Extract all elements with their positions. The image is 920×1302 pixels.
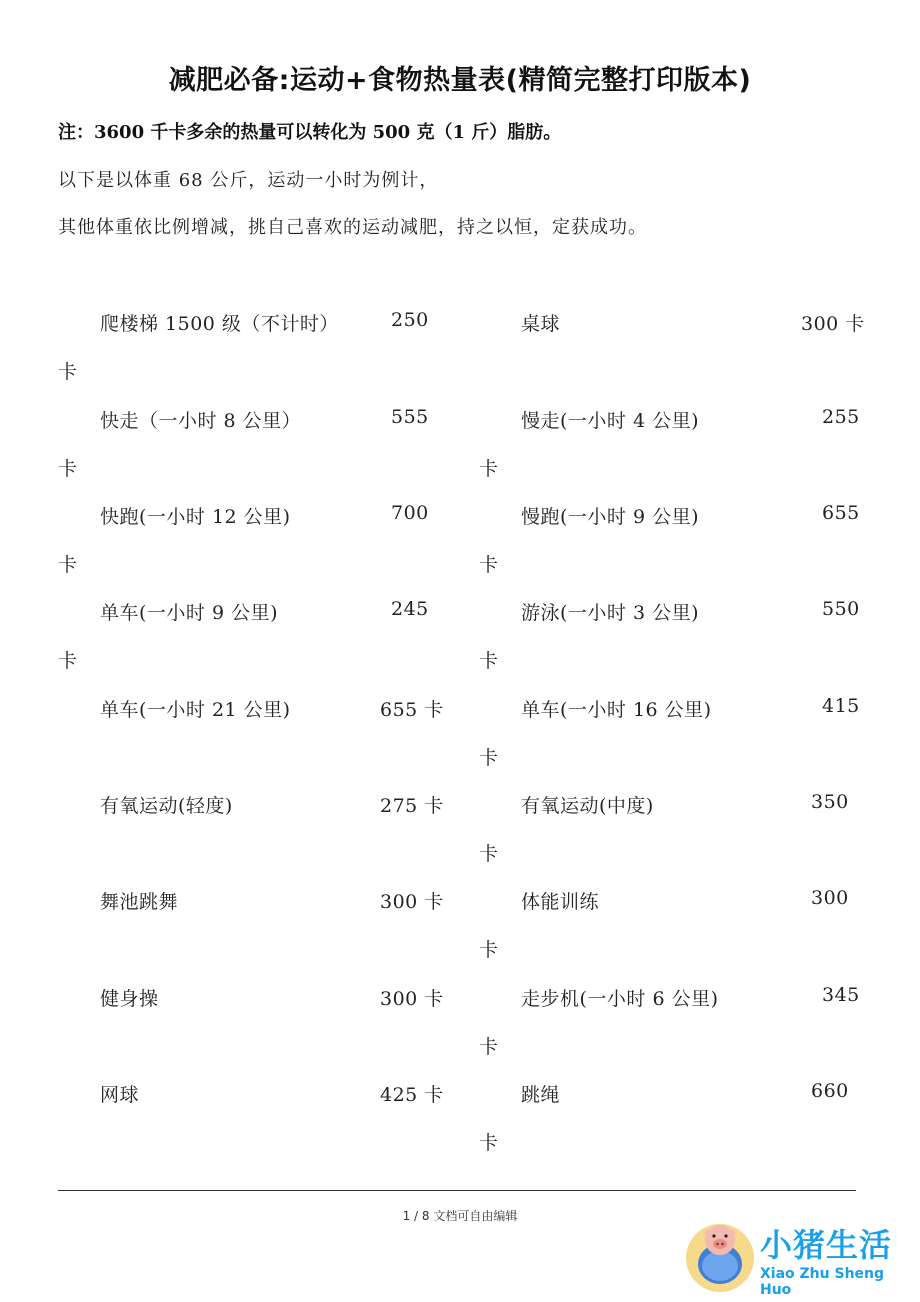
exercise-calories: 300 卡 <box>380 988 444 1010</box>
footer-divider <box>58 1190 856 1191</box>
unit-wrap: 卡 <box>479 747 499 769</box>
intro-line-1: 以下是以体重 68 公斤，运动一小时为例计， <box>58 170 439 191</box>
note: 注：3600 千卡多余的热量可以转化为 500 克（1 斤）脂肪。 <box>58 122 562 143</box>
exercise-name: 有氧运动(中度) <box>521 795 654 817</box>
exercise-calories: 425 卡 <box>380 1084 444 1106</box>
exercise-name: 单车(一小时 16 公里) <box>521 699 712 721</box>
unit-wrap: 卡 <box>479 1132 499 1154</box>
exercise-calories: 555 <box>391 406 429 428</box>
unit-wrap: 卡 <box>479 458 499 480</box>
exercise-name: 单车(一小时 21 公里) <box>100 699 291 721</box>
exercise-calories: 300 卡 <box>801 313 865 335</box>
page-title: 减肥必备:运动+食物热量表(精简完整打印版本) <box>168 65 752 96</box>
unit-wrap: 卡 <box>58 458 78 480</box>
exercise-calories: 700 <box>391 502 429 524</box>
exercise-calories: 655 <box>822 502 860 524</box>
exercise-calories: 275 卡 <box>380 795 444 817</box>
unit-wrap: 卡 <box>479 650 499 672</box>
exercise-name: 健身操 <box>100 988 159 1010</box>
exercise-name: 舞池跳舞 <box>100 891 179 913</box>
exercise-name: 桌球 <box>521 313 561 335</box>
exercise-name: 慢跑(一小时 9 公里) <box>521 506 699 528</box>
exercise-name: 爬楼梯 1500 级（不计时） <box>100 313 339 335</box>
unit-wrap: 卡 <box>58 361 78 383</box>
exercise-name: 体能训练 <box>521 891 600 913</box>
exercise-calories: 655 卡 <box>380 699 444 721</box>
exercise-calories: 415 <box>822 695 860 717</box>
exercise-name: 快走（一小时 8 公里） <box>100 410 302 432</box>
brand-name-cn: 小猪生活 <box>760 1226 893 1264</box>
unit-wrap: 卡 <box>479 1036 499 1058</box>
exercise-name: 走步机(一小时 6 公里) <box>521 988 719 1010</box>
exercise-calories: 255 <box>822 406 860 428</box>
exercise-calories: 300 <box>811 887 849 909</box>
exercise-name: 游泳(一小时 3 公里) <box>521 602 699 624</box>
exercise-name: 跳绳 <box>521 1084 561 1106</box>
intro-line-2: 其他体重依比例增减，挑自己喜欢的运动减肥，持之以恒，定获成功。 <box>58 217 647 238</box>
exercise-name: 网球 <box>100 1084 140 1106</box>
page-footer: 1 / 8 文档可自由编辑 <box>402 1209 518 1223</box>
exercise-calories: 350 <box>811 791 849 813</box>
unit-wrap: 卡 <box>58 554 78 576</box>
exercise-calories: 660 <box>811 1080 849 1102</box>
unit-wrap: 卡 <box>479 554 499 576</box>
exercise-name: 单车(一小时 9 公里) <box>100 602 278 624</box>
unit-wrap: 卡 <box>58 650 78 672</box>
exercise-calories: 345 <box>822 984 860 1006</box>
unit-wrap: 卡 <box>479 939 499 961</box>
brand-name-en: Xiao Zhu Sheng Huo <box>760 1266 885 1298</box>
exercise-calories: 250 <box>391 309 429 331</box>
exercise-name: 有氧运动(轻度) <box>100 795 233 817</box>
exercise-calories: 245 <box>391 598 429 620</box>
unit-wrap: 卡 <box>479 843 499 865</box>
brand-logo <box>680 1214 920 1302</box>
exercise-calories: 550 <box>822 598 860 620</box>
exercise-name: 慢走(一小时 4 公里) <box>521 410 699 432</box>
exercise-calories: 300 卡 <box>380 891 444 913</box>
exercise-name: 快跑(一小时 12 公里) <box>100 506 291 528</box>
pig-mascot-icon <box>680 1214 760 1294</box>
